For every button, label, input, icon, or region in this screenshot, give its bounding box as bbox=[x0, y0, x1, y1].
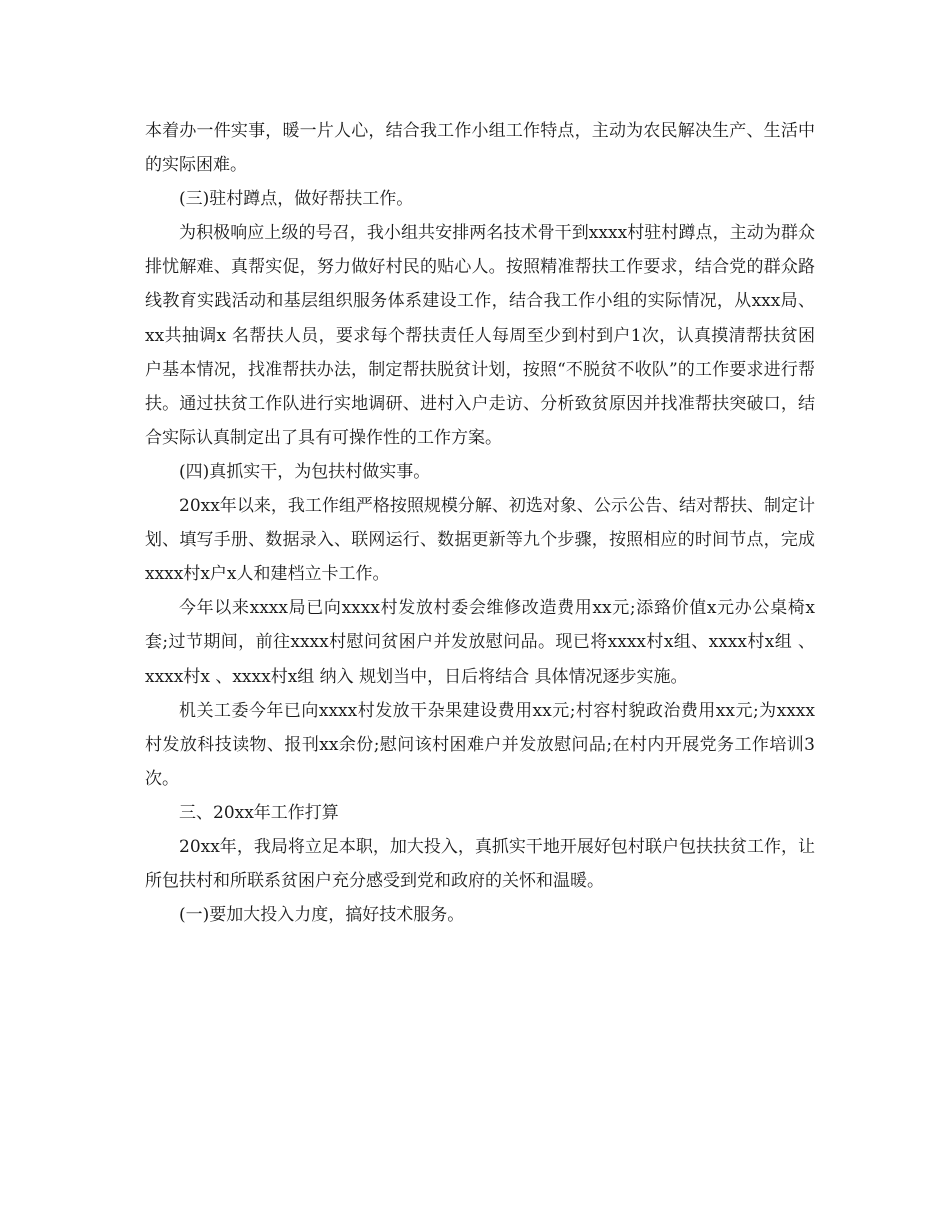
paragraph-bureau-funding: 今年以来xxxx局已向xxxx村发放村委会维修改造费用xx元;添臵价值x元办公桌椅x套;过节期间，前往xxxx村慰问贫困户并发放慰问品。现已将xxxx村x组、xxxx村x组 、xxxx村x 、xxxx村x组 纳入 规划当中，日后将结合 具体情况逐步实施。 bbox=[145, 598, 815, 687]
paragraph-plan-intro: 20xx年，我局将立足本职，加大投入，真抓实干地开展好包村联户包扶扶贫工作，让所包扶村和所联系贫困户充分感受到党和政府的关怀和温暖。 bbox=[145, 836, 815, 892]
heading-section-4: (四)真抓实干，为包扶村做实事。 bbox=[179, 461, 431, 482]
paragraph-village-stay: 为积极响应上级的号召，我小组共安排两名技术骨干到xxxx村驻村蹲点，主动为群众排忧解难、真帮实促，努力做好村民的贴心人。按照精准帮扶工作要求，结合党的群众路线教育实践活动和基层组织服务体系建设工作，结合我工作小组的实际情况，从xxx局、xx共抽调x 名帮扶人员，要求每个帮扶责任人每周至少到村到户1次，认真摸清帮扶贫困户基本情况，找准帮扶办法，制定帮扶脱贫计划，按照“不脱贫不收队”的工作要求进行帮扶。通过扶贫工作队进行实地调研、进村入户走访、分析致贫原因并找准帮扶突破口，结合实际认真制定出了具有可操作性的工作方案。 bbox=[145, 223, 815, 448]
paragraph-committee-funding: 机关工委今年已向xxxx村发放干杂果建设费用xx元;村容村貌政治费用xx元;为xxxx村发放科技读物、报刊xx余份;慰问该村困难户并发放慰问品;在村内开展党务工作培训3次。 bbox=[145, 700, 815, 789]
heading-section-3: (三)驻村蹲点，做好帮扶工作。 bbox=[179, 189, 414, 210]
heading-plan-item-1: (一)要加大投入力度，搞好技术服务。 bbox=[179, 905, 465, 926]
paragraph-archive-work: 20xx年以来，我工作组严格按照规模分解、初选对象、公示公告、结对帮扶、制定计划、填写手册、数据录入、联网运行、数据更新等九个步骤，按照相应的时间节点，完成xxxx村x户x人和建档立卡工作。 bbox=[145, 496, 815, 585]
document-body bbox=[145, 114, 815, 932]
heading-work-plan: 三、20xx年工作打算 bbox=[179, 802, 339, 823]
paragraph-intro-continuation: 本着办一件实事，暖一片人心，结合我工作小组工作特点，主动为农民解决生产、生活中的实际困难。 bbox=[145, 121, 815, 176]
